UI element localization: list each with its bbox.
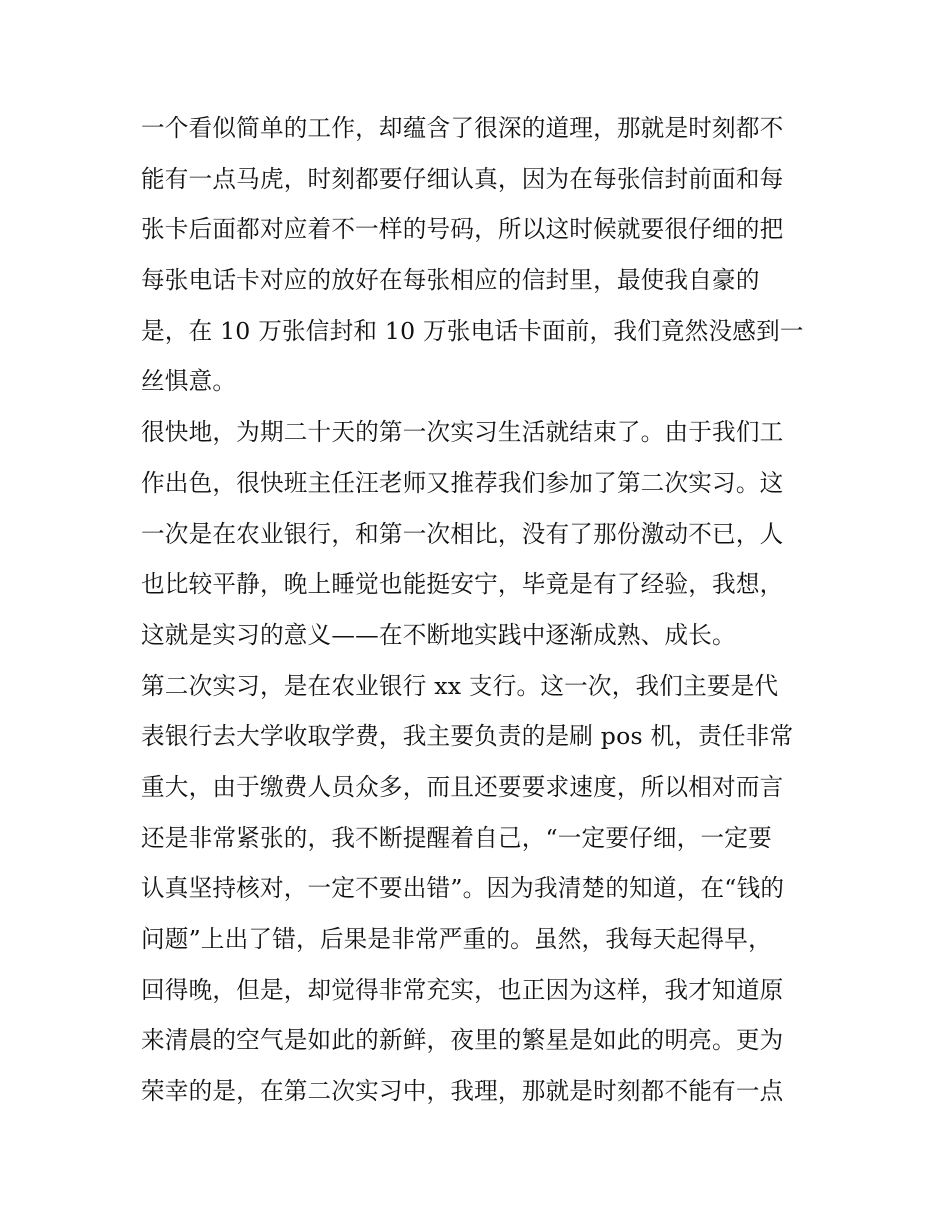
text-line: 这就是实习的意义——在不断地实践中逐渐成熟、成长。 — [141, 620, 736, 649]
text-line: 来清晨的空气是如此的新鲜，夜里的繁星是如此的明亮。更为 — [141, 1026, 784, 1055]
text-line: 也比较平静，晚上睡觉也能挺安宁，毕竟是有了经验，我想， — [141, 570, 784, 599]
text-line: 一次是在农业银行，和第一次相比，没有了那份激动不已，人 — [141, 519, 784, 548]
text-line: 问题”上出了错，后果是非常严重的。虽然，我每天起得早， — [141, 925, 772, 953]
text-line: 丝惧意。 — [141, 367, 237, 396]
text-line: 张卡后面都对应着不一样的号码，所以这时候就要很仔细的把 — [141, 215, 784, 244]
text-line: 一个看似简单的工作，却蕴含了很深的道理，那就是时刻都不 — [141, 114, 784, 142]
text-line: 还是非常紧张的，我不断提醒着自己，“一定要仔细，一定要 — [141, 823, 772, 852]
text-line: 第二次实习，是在农业银行 xx 支行。这一次，我们主要是代 — [141, 671, 779, 700]
text-line: 作出色，很快班主任汪老师又推荐我们参加了第二次实习。这 — [141, 468, 784, 497]
text-line: 重大，由于缴费人员众多，而且还要要求速度，所以相对而言 — [141, 772, 784, 801]
text-line: 认真坚持核对，一定不要出错”。因为我清楚的知道，在“钱的 — [141, 874, 785, 903]
text-line: 荣幸的是，在第二次实习中，我理，那就是时刻都不能有一点 — [141, 1077, 784, 1106]
text-line: 回得晚，但是，却觉得非常充实，也正因为这样，我才知道原 — [141, 975, 784, 1004]
text-line: 每张电话卡对应的放好在每张相应的信封里，最使我自豪的 — [141, 266, 760, 295]
document-body — [141, 103, 821, 1117]
text-line: 是，在 10 万张信封和 10 万张电话卡面前，我们竟然没感到一 — [141, 316, 804, 345]
text-line: 很快地，为期二十天的第一次实习生活就结束了。由于我们工 — [141, 418, 784, 447]
text-line: 能有一点马虎，时刻都要仔细认真，因为在每张信封前面和每 — [141, 164, 784, 193]
text-line: 表银行去大学收取学费，我主要负责的是刷 pos 机，责任非常 — [141, 722, 794, 751]
